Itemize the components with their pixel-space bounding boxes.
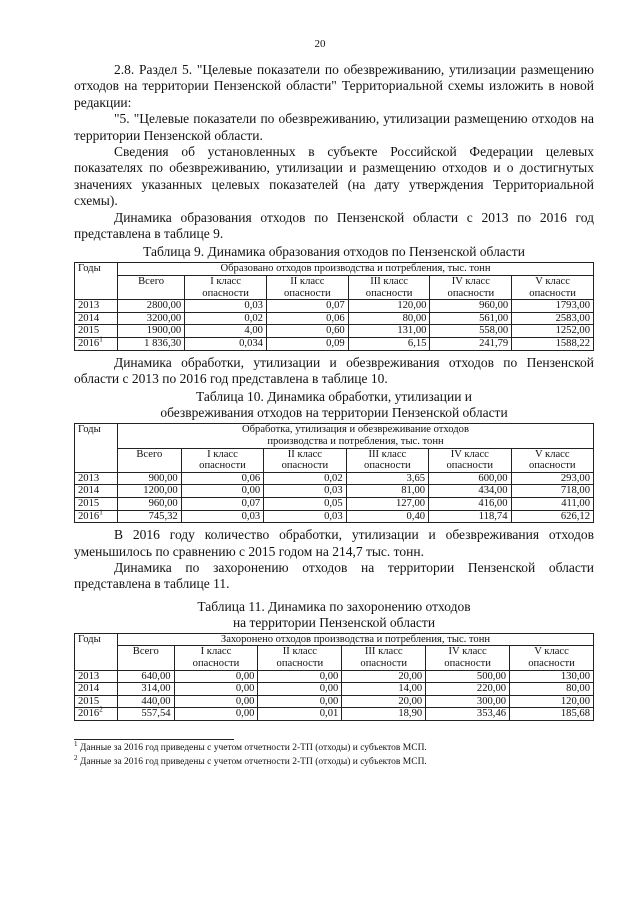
year-cell: 2014 xyxy=(75,485,118,498)
col-class-header: IV класс опасности xyxy=(429,448,511,472)
paragraph-section-intro: 2.8. Раздел 5. "Целевые показатели по обезвреживанию, утилизации размещению отходов на территории Пензенской области" Территориальной схемы изложить в новой редакции: xyxy=(74,62,594,110)
value-cell: 0,03 xyxy=(181,510,263,523)
value-cell: 6,15 xyxy=(348,338,430,351)
value-cell: 0,00 xyxy=(258,670,342,683)
value-cell: 0,03 xyxy=(185,300,267,313)
paragraph-table11-intro: Динамика по захоронению отходов на территории Пензенской области представлена в таблице 11. xyxy=(74,560,594,592)
year-cell: 2015 xyxy=(75,498,118,511)
col-all-header: Всего xyxy=(118,646,175,670)
col-class-header: V класс опасности xyxy=(511,448,593,472)
value-cell: 1900,00 xyxy=(118,325,185,338)
value-cell: 120,00 xyxy=(348,300,430,313)
value-cell: 314,00 xyxy=(118,683,175,696)
table-row xyxy=(75,510,594,523)
value-cell: 640,00 xyxy=(118,670,175,683)
footnote-divider xyxy=(74,739,234,740)
year-cell: 2014 xyxy=(75,683,118,696)
col-class-header: III класс опасности xyxy=(348,276,430,300)
table-row xyxy=(75,312,594,325)
value-cell: 0,03 xyxy=(264,485,346,498)
year-cell: 2014 xyxy=(75,312,118,325)
page-content xyxy=(74,62,594,768)
value-cell: 353,46 xyxy=(426,708,510,721)
value-cell: 0,09 xyxy=(266,338,348,351)
col-class-header: I класс опасности xyxy=(174,646,258,670)
years-header: Годы xyxy=(75,263,118,300)
table-row xyxy=(75,325,594,338)
value-cell: 434,00 xyxy=(429,485,511,498)
table-row xyxy=(75,338,594,351)
year-cell: 2013 xyxy=(75,670,118,683)
value-cell: 0,02 xyxy=(264,472,346,485)
value-cell: 0,00 xyxy=(258,695,342,708)
paragraph-table10-intro: Динамика обработки, утилизации и обезвреживания отходов по Пензенской области с 2013 по 2016 год представлена в таблице 10. xyxy=(74,354,594,387)
value-cell: 81,00 xyxy=(346,485,428,498)
col-class-header: II класс опасности xyxy=(258,646,342,670)
col-class-header: III класс опасности xyxy=(342,646,426,670)
value-cell: 0,02 xyxy=(185,312,267,325)
value-cell: 80,00 xyxy=(348,312,430,325)
value-cell: 220,00 xyxy=(426,683,510,696)
value-cell: 131,00 xyxy=(348,325,430,338)
value-cell: 1200,00 xyxy=(118,485,182,498)
value-cell: 18,90 xyxy=(342,708,426,721)
table-waste-disposal xyxy=(74,633,594,721)
value-cell: 1588,22 xyxy=(512,338,594,351)
value-cell: 0,07 xyxy=(266,300,348,313)
value-cell: 558,00 xyxy=(430,325,512,338)
paragraph-table9-intro: Динамика образования отходов по Пензенской области с 2013 по 2016 год представлена в таблице 9. xyxy=(74,209,594,242)
year-cell: 2015 xyxy=(75,325,118,338)
table-row xyxy=(75,498,594,511)
value-cell: 80,00 xyxy=(510,683,594,696)
col-class-header: I класс опасности xyxy=(185,276,267,300)
value-cell: 1252,00 xyxy=(512,325,594,338)
col-class-header: IV класс опасности xyxy=(426,646,510,670)
years-header: Годы xyxy=(75,633,118,670)
value-cell: 960,00 xyxy=(430,300,512,313)
value-cell: 0,034 xyxy=(185,338,267,351)
value-cell: 0,03 xyxy=(264,510,346,523)
value-cell: 561,00 xyxy=(430,312,512,325)
value-cell: 745,32 xyxy=(118,510,182,523)
value-cell: 20,00 xyxy=(342,695,426,708)
table-row xyxy=(75,300,594,313)
value-cell: 626,12 xyxy=(511,510,593,523)
value-cell: 20,00 xyxy=(342,670,426,683)
table-row xyxy=(75,670,594,683)
value-cell: 600,00 xyxy=(429,472,511,485)
value-cell: 241,79 xyxy=(430,338,512,351)
col-all-header: Всего xyxy=(118,276,185,300)
value-cell: 14,00 xyxy=(342,683,426,696)
value-cell: 0,00 xyxy=(181,485,263,498)
value-cell: 0,06 xyxy=(181,472,263,485)
value-cell: 416,00 xyxy=(429,498,511,511)
footnote: $^2$ Данные за 2016 год приведены с учетом отчетности 2-ТП (отходы) и субъектов МСП. xyxy=(74,753,427,767)
table-row xyxy=(75,695,594,708)
value-cell: 0,07 xyxy=(181,498,263,511)
year-cell: 2015 xyxy=(75,695,118,708)
value-cell: 3,65 xyxy=(346,472,428,485)
value-cell: 1 836,30 xyxy=(118,338,185,351)
paragraph-targets-info: Сведения об установленных в субъекте Российской Федерации целевых показателях по обезвреживанию, утилизации и размещению отходов и о достигнутых значениях указанных целевых показателей (на дату утверждения Территориальной схемы). xyxy=(74,144,594,209)
col-class-header: II класс опасности xyxy=(266,276,348,300)
table-waste-processing xyxy=(74,423,594,523)
value-cell: 440,00 xyxy=(118,695,175,708)
value-cell: 0,01 xyxy=(258,708,342,721)
paragraph-section-title: "5. "Целевые показатели по обезвреживанию, утилизации размещению отходов на территории Пензенской области. xyxy=(74,111,594,143)
col-class-header: V класс опасности xyxy=(510,646,594,670)
value-cell: 0,00 xyxy=(174,683,258,696)
table-row xyxy=(75,485,594,498)
value-cell: 0,40 xyxy=(346,510,428,523)
table-row xyxy=(75,472,594,485)
value-cell: 2583,00 xyxy=(512,312,594,325)
value-cell: 960,00 xyxy=(118,498,182,511)
footnote: $^1$ Данные за 2016 год приведены с учетом отчетности 2-ТП (отходы) и субъектов МСП. xyxy=(74,739,427,753)
value-cell: 900,00 xyxy=(118,472,182,485)
col-class-header: II класс опасности xyxy=(264,448,346,472)
value-cell: 2800,00 xyxy=(118,300,185,313)
value-cell: 0,00 xyxy=(174,670,258,683)
value-cell: 500,00 xyxy=(426,670,510,683)
col-class-header: I класс опасности xyxy=(181,448,263,472)
value-cell: 127,00 xyxy=(346,498,428,511)
paragraph-2016-decrease: В 2016 году количество обработки, утилизации и обезвреживания отходов уменьшилось по сравнению с 2015 годом на 214,7 тыс. тонн. xyxy=(74,527,594,559)
value-cell: 293,00 xyxy=(511,472,593,485)
value-cell: 0,60 xyxy=(266,325,348,338)
col-all-header: Всего xyxy=(118,448,182,472)
value-cell: 718,00 xyxy=(511,485,593,498)
table-row xyxy=(75,683,594,696)
group-header: Образовано отходов производства и потребления, тыс. тонн xyxy=(118,263,594,276)
value-cell: 118,74 xyxy=(429,510,511,523)
value-cell: 1793,00 xyxy=(512,300,594,313)
table11-caption: Таблица 11. Динамика по захоронению отходов на территории Пензенской области xyxy=(197,598,471,630)
year-cell: 2016$^1$ xyxy=(75,338,118,351)
value-cell: 4,00 xyxy=(185,325,267,338)
year-cell: 2013 xyxy=(75,300,118,313)
col-class-header: V класс опасности xyxy=(512,276,594,300)
col-class-header: IV класс опасности xyxy=(430,276,512,300)
value-cell: 0,00 xyxy=(258,683,342,696)
value-cell: 185,68 xyxy=(510,708,594,721)
table9-caption: Таблица 9. Динамика образования отходов по Пензенской области xyxy=(143,244,525,260)
page-number: 20 xyxy=(314,38,326,50)
value-cell: 300,00 xyxy=(426,695,510,708)
value-cell: 3200,00 xyxy=(118,312,185,325)
year-cell: 2013 xyxy=(75,472,118,485)
value-cell: 120,00 xyxy=(510,695,594,708)
group-header: Обработка, утилизация и обезвреживание отходов производства и потребления, тыс. тонн xyxy=(118,424,594,448)
value-cell: 0,06 xyxy=(266,312,348,325)
value-cell: 0,05 xyxy=(264,498,346,511)
years-header: Годы xyxy=(75,424,118,472)
table-waste-generation xyxy=(74,262,594,350)
table-row xyxy=(75,708,594,721)
year-cell: 2016$^2$ xyxy=(75,708,118,721)
table10-caption: Таблица 10. Динамика обработки, утилизации и обезвреживания отходов на территории Пензенской области xyxy=(160,389,508,421)
value-cell: 411,00 xyxy=(511,498,593,511)
group-header: Захоронено отходов производства и потребления, тыс. тонн xyxy=(118,633,594,646)
value-cell: 557,54 xyxy=(118,708,175,721)
value-cell: 130,00 xyxy=(510,670,594,683)
value-cell: 0,00 xyxy=(174,708,258,721)
value-cell: 0,00 xyxy=(174,695,258,708)
col-class-header: III класс опасности xyxy=(346,448,428,472)
year-cell: 2016$^1$ xyxy=(75,510,118,523)
